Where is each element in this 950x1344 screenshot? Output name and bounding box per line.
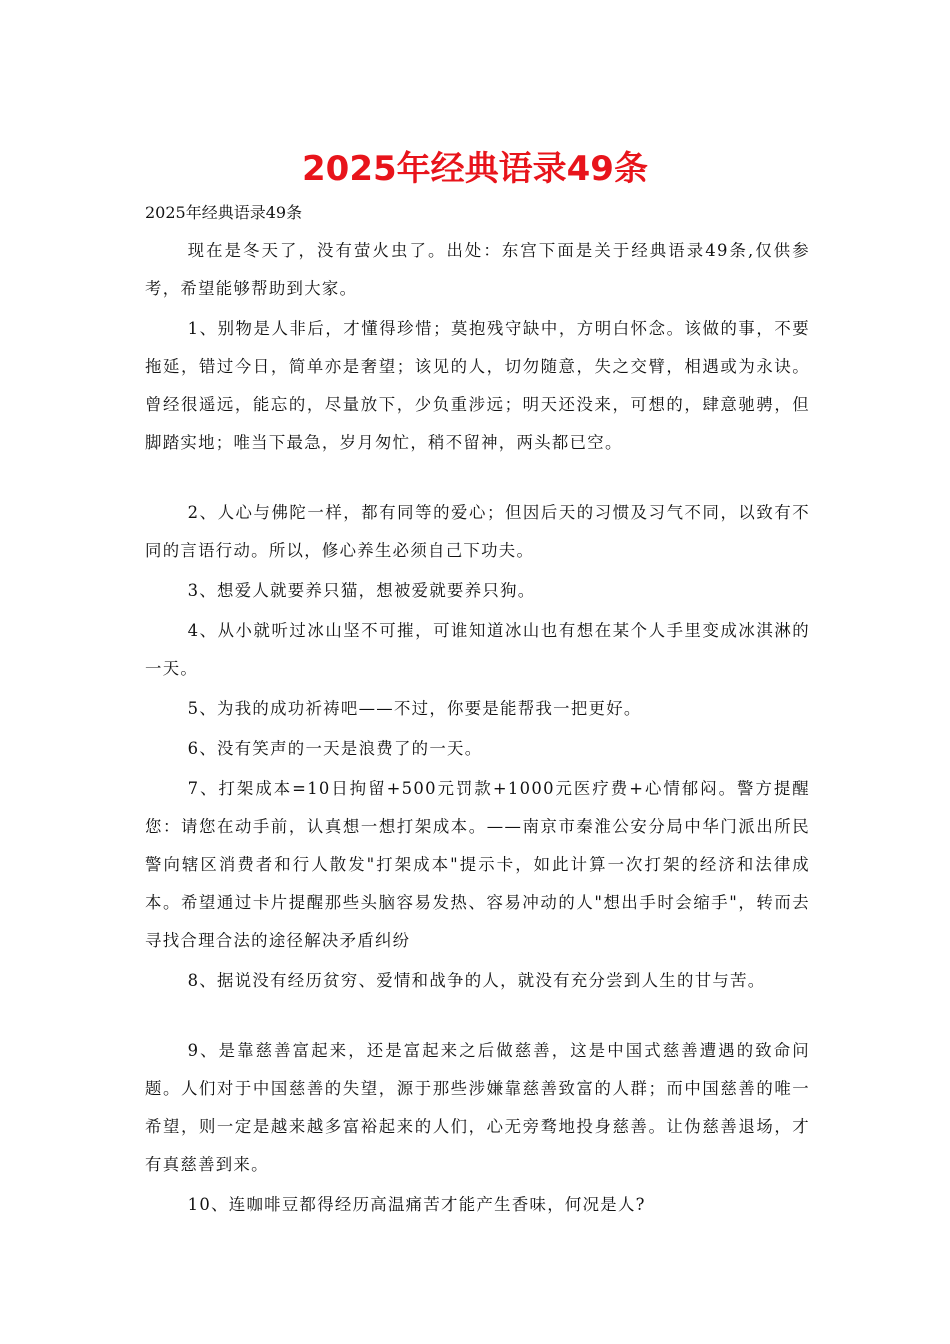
quote-paragraph-5: 5、为我的成功祈祷吧——不过，你要是能帮我一把更好。: [187, 699, 642, 718]
document-subtitle: 2025年经典语录49条: [145, 203, 303, 222]
quote-paragraph-10: 10、连咖啡豆都得经历高温痛苦才能产生香味，何况是人?: [187, 1195, 646, 1214]
quote-paragraph-7: 7、打架成本=10日拘留+500元罚款+1000元医疗费+心情郁闷。警方提醒您：请您在动手前，认真想一想打架成本。——南京市秦淮公安分局中华门派出所民警向辖区消费者和行人散发"打架成本"提示卡，如此计算一次打架的经济和法律成本。希望通过卡片提醒那些头脑容易发热、容易冲动的人"想出手时会缩手"，转而去寻找合理合法的途径解决矛盾纠纷: [145, 779, 810, 950]
document-body: [145, 232, 810, 1226]
quote-paragraph-1: 1、别物是人非后，才懂得珍惜；莫抱残守缺中，方明白怀念。该做的事，不要拖延，错过今日，简单亦是奢望；该见的人，切勿随意，失之交臂，相遇或为永诀。曾经很遥远，能忘的，尽量放下，少负重涉远；明天还没来，可想的，肆意驰骋，但脚踏实地；唯当下最急，岁月匆忙，稍不留神，两头都已空。: [145, 319, 810, 452]
quote-paragraph-8: 8、据说没有经历贫穷、爱情和战争的人，就没有充分尝到人生的甘与苦。: [187, 971, 766, 990]
intro-paragraph: 现在是冬天了，没有萤火虫了。出处：东宫下面是关于经典语录49条,仅供参考，希望能够帮助到大家。: [145, 241, 810, 298]
quote-paragraph-9: 9、是靠慈善富起来，还是富起来之后做慈善，这是中国式慈善遭遇的致命问题。人们对于中国慈善的失望，源于那些涉嫌靠慈善致富的人群；而中国慈善的唯一希望，则一定是越来越多富裕起来的人们，心无旁骛地投身慈善。让伪慈善退场，才有真慈善到来。: [145, 1041, 810, 1174]
quote-paragraph-2: 2、人心与佛陀一样，都有同等的爱心；但因后天的习惯及习气不同，以致有不同的言语行动。所以，修心养生必须自己下功夫。: [145, 503, 810, 560]
document-title: 2025年经典语录49条: [302, 149, 648, 189]
quote-paragraph-6: 6、没有笑声的一天是浪费了的一天。: [187, 739, 483, 758]
quote-paragraph-4: 4、从小就听过冰山坚不可摧，可谁知道冰山也有想在某个人手里变成冰淇淋的一天。: [145, 621, 810, 678]
quote-paragraph-3: 3、想爱人就要养只猫，想被爱就要养只狗。: [187, 581, 536, 600]
